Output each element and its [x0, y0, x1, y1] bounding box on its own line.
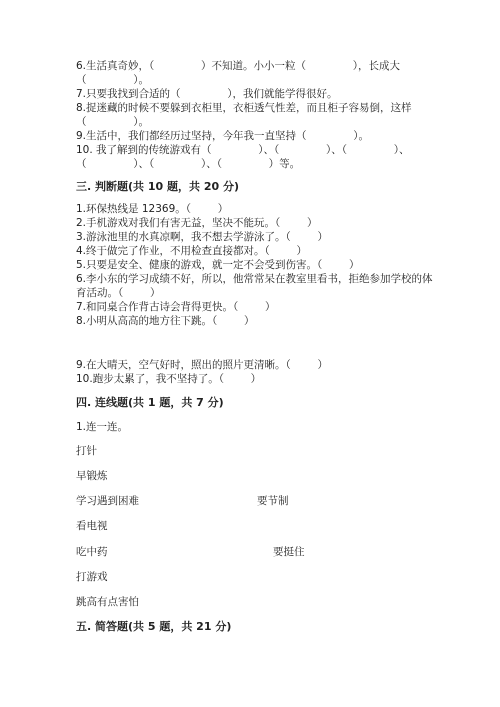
q8-line1: 8.捉迷藏的时候不要躲到衣柜里，衣柜透气性差，而且柜子容易倒，这样 — [76, 102, 412, 114]
judge-item: 6.李小东的学习成绩不好，所以，他常常呆在教室里看书，拒绝参加学校的体 — [76, 273, 433, 285]
section3-heading: 三. 判断题(共 10 题，共 20 分) — [76, 180, 239, 193]
judge-item: 7.和同桌合作背古诗会背得更快。（ ） — [76, 301, 276, 313]
section4-heading: 四. 连线题(共 1 题，共 7 分) — [76, 396, 224, 409]
judge-item: 1.环保热线是 12369。（ ） — [76, 203, 229, 215]
matching-left-item: 看电视 — [76, 520, 108, 532]
q6-line2: （ ）。 — [76, 74, 149, 86]
judge-item: 9.在大晴天，空气好时，照出的照片更清晰。（ ） — [76, 359, 328, 371]
matching-left-item: 打游戏 — [76, 571, 108, 583]
judge-item: 4.终于做完了作业，不用检查直接都对。（ ） — [76, 245, 307, 257]
matching-right-item: 要节制 — [257, 495, 289, 507]
matching-left-item: 跳高有点害怕 — [76, 596, 139, 608]
q10-line1: 10. 我了解到的传统游戏有（ ）、（ ）、（ ）、 — [76, 144, 410, 156]
judge-item: 10.跑步太累了，我不坚持了。（ ） — [76, 373, 262, 385]
q9-line: 9.生活中，我们都经历过坚持，今年我一直坚持（ ）。 — [76, 130, 369, 142]
matching-left-item: 打针 — [76, 445, 97, 457]
matching-left-item: 学习遇到困难 — [76, 495, 139, 507]
judge-item: 8.小明从高高的地方往下跳。（ ） — [76, 315, 255, 327]
q6-line1: 6.生活真奇妙，（ ）不知道。小小一粒（ ），长成大 — [76, 60, 400, 72]
q10-line2: （ ）、（ ）、（ ）等。 — [76, 158, 301, 170]
q8-line2: （ ）。 — [76, 116, 149, 128]
matching-right-item: 要挺住 — [273, 546, 305, 558]
section5-heading: 五. 简答题(共 5 题，共 21 分) — [76, 620, 232, 633]
judge-item: 3.游泳池里的水真凉啊，我不想去学游泳了。（ ） — [76, 231, 328, 243]
q7-line: 7.只要我找到合适的（ ），我们就能学得很好。 — [76, 88, 338, 100]
judge-item: 育活动。（ ） — [76, 287, 161, 299]
matching-instruction: 1.连一连。 — [76, 421, 129, 433]
judge-item: 2.手机游戏对我们有害无益，坚决不能玩。（ ） — [76, 217, 318, 229]
matching-left-item: 吃中药 — [76, 546, 108, 558]
judge-item: 5.只要是安全、健康的游戏，就一定不会受到伤害。（ ） — [76, 259, 360, 271]
matching-left-item: 早锻炼 — [76, 470, 108, 482]
